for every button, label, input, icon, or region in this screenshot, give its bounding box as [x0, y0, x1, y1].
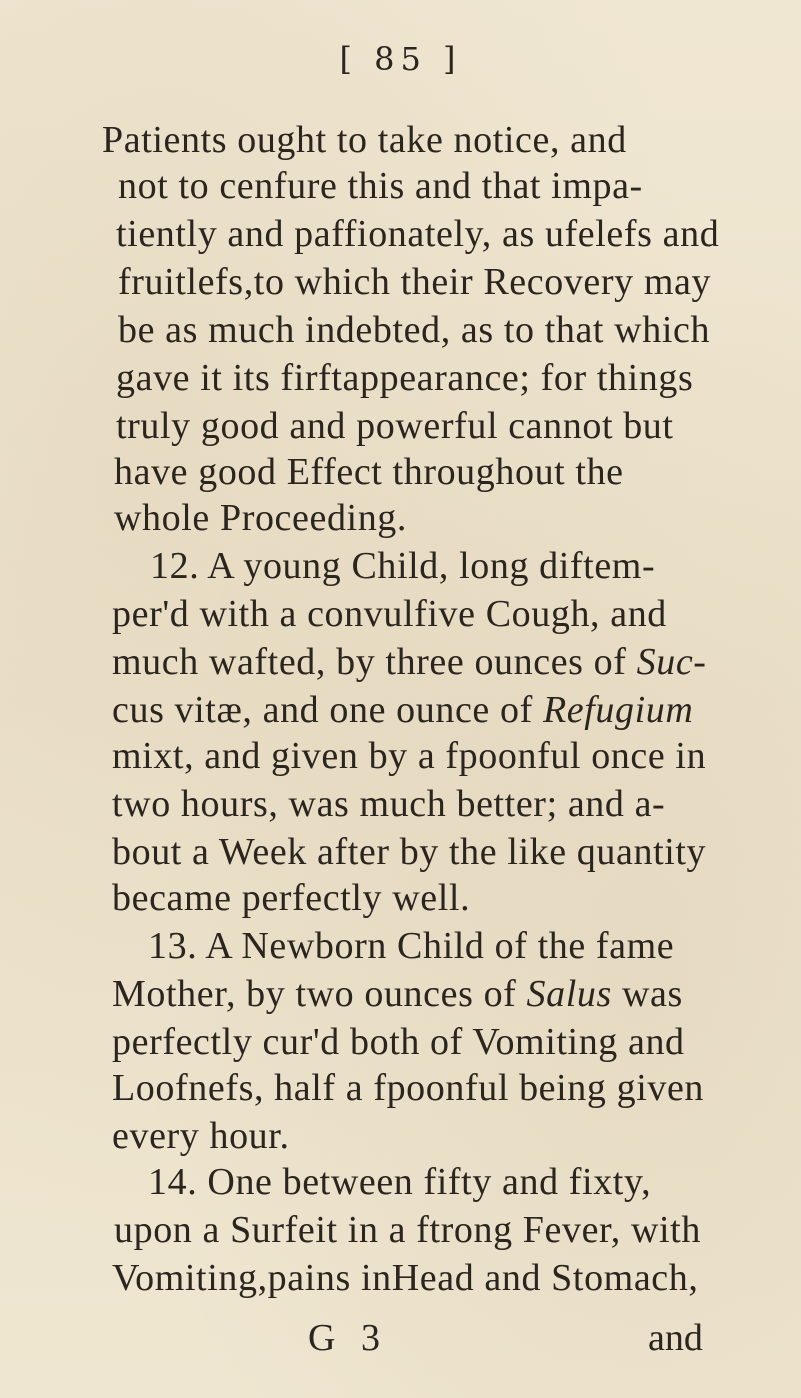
- text-line: truly good and powerful cannot but: [116, 405, 674, 447]
- text-line: perfectly cur'd both of Vomiting and: [112, 1021, 685, 1063]
- text-line: two hours, was much better; and a-: [112, 783, 666, 825]
- text-line: [112, 640, 707, 684]
- text-line: became perfectly well.: [112, 877, 471, 919]
- catchword: and: [648, 1317, 703, 1359]
- text-line: Patients ought to take notice, and: [102, 119, 627, 161]
- italic-term-refugium: Refugium: [542, 689, 694, 731]
- text-line: upon a Surfeit in a ftrong Fever, with: [114, 1209, 701, 1251]
- text-line: [112, 688, 693, 732]
- italic-term-succus: Suc-: [636, 641, 707, 683]
- text-line: not to cenfure this and that impa-: [118, 165, 643, 207]
- text-line: 14. One between fifty and fixty,: [148, 1161, 652, 1203]
- text-segment: cus vitæ, and one ounce of: [112, 689, 533, 731]
- text-line: [112, 972, 683, 1016]
- text-line: 13. A Newborn Child of the fame: [148, 925, 675, 967]
- page-number: [ 85 ]: [339, 40, 462, 78]
- text-segment: much wafted, by three ounces of: [112, 641, 627, 683]
- text-line: fruitlefs,to which their Recovery may: [118, 261, 712, 303]
- text-line: per'd with a convulfive Cough, and: [112, 593, 667, 635]
- text-line: Loofnefs, half a fpoonful being given: [112, 1067, 705, 1109]
- text-line: mixt, and given by a fpoonful once in: [112, 735, 707, 777]
- text-segment: Mother, by two ounces of: [112, 973, 517, 1015]
- text-line: tiently and paffionately, as ufelefs and: [116, 213, 720, 255]
- text-line: bout a Week after by the like quantity: [112, 831, 707, 873]
- text-segment: was: [622, 973, 683, 1015]
- signature-mark: G 3: [308, 1317, 388, 1359]
- text-line: Vomiting,pains inHead and Stomach,: [112, 1257, 699, 1299]
- italic-term-salus: Salus: [526, 973, 612, 1015]
- text-line: have good Effect throughout the: [114, 451, 624, 493]
- text-line: 12. A young Child, long diftem-: [150, 545, 656, 587]
- text-line: every hour.: [112, 1115, 290, 1157]
- text-line: be as much indebted, as to that which: [118, 309, 711, 351]
- text-line: whole Proceeding.: [114, 497, 408, 539]
- text-line: gave it its firftappearance; for things: [116, 357, 694, 399]
